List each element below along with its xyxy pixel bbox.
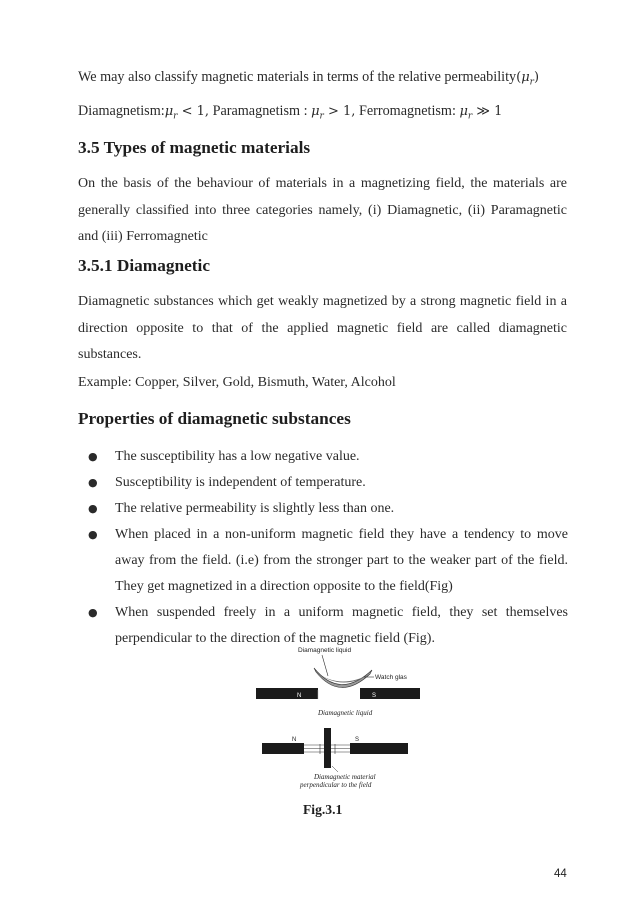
list-item-text: When suspended freely in a uniform magnetic field, they set themselves perpendicular to the direction of the magnetic field (Fig).: [115, 605, 568, 646]
diamagnetic-liquid: [316, 672, 370, 683]
north-pole-bottom: [262, 743, 304, 754]
diamagnetism-label: Diamagnetism:: [78, 103, 165, 119]
bullet-icon: ●: [88, 606, 98, 619]
classify-text: We may also classify magnetic materials in terms of the relative permeability: [78, 69, 517, 85]
list-item: [78, 444, 568, 470]
subsection-heading: 3.5.1 Diamagnetic: [78, 256, 210, 275]
bullet-icon: ●: [88, 528, 98, 541]
page-number: 44: [554, 868, 567, 880]
north-pole-label-top: N: [297, 693, 302, 699]
list-item-text: When placed in a non-uniform magnetic field they have a tendency to move away from the field. (i.e) from the stronger part to the weaker part of the field. They get magnetized in a direction opposite to the field(Fig): [115, 527, 568, 594]
rod-pointer: [332, 766, 338, 772]
bullet-icon: ●: [88, 476, 98, 489]
permeability-relations: [78, 101, 568, 127]
bullet-icon: ●: [88, 502, 98, 515]
mu-r-symbol: $\mu_r$: [521, 70, 534, 88]
bullet-icon: ●: [88, 450, 98, 463]
paren-open: (: [516, 70, 522, 85]
material-caption-line1: Diamagnetic material: [314, 773, 376, 781]
diamagnetism-symbol: $\mu_r$: [164, 104, 178, 122]
list-item-text: Susceptibility is independent of temperature.: [115, 475, 366, 490]
paramagnetism-label: Paramagnetism :: [209, 103, 312, 119]
list-item-text: The relative permeability is slightly less than one.: [115, 501, 395, 516]
list-item: [78, 470, 568, 496]
ferromagnetism-symbol: $\mu_r$: [459, 104, 473, 122]
ferromagnetism-label: Ferromagnetism:: [355, 103, 460, 119]
south-pole-top: [360, 688, 420, 699]
example-line: Example: Copper, Silver, Gold, Bismuth, Water, Alcohol: [78, 375, 396, 390]
liquid-caption: Diamagnetic liquid: [318, 709, 373, 717]
liquid-pointer: [322, 655, 328, 676]
south-pole-label-bottom: S: [355, 737, 360, 743]
section-heading: 3.5 Types of magnetic materials: [78, 138, 311, 157]
watch-glass-diagram: [256, 647, 420, 717]
rod-diagram: [262, 728, 408, 789]
definition-paragraph: Diamagnetic substances which get weakly magnetized by a strong magnetic field in a direction opposite to that of the applied magnetic field are called diamagnetic substances.: [78, 294, 567, 363]
paramagnetism-symbol: $\mu_r$: [311, 104, 324, 122]
properties-heading: Properties of diamagnetic substances: [78, 409, 351, 428]
figure-caption: Fig.3.1: [303, 802, 343, 817]
south-pole-label-top: S: [372, 693, 377, 699]
material-caption-line2: perpendicular to the field: [300, 781, 372, 789]
north-pole-top: [256, 688, 318, 699]
paramagnetism-operator: > 1,: [323, 104, 356, 119]
list-item-text: The susceptibility has a low negative value.: [115, 449, 360, 464]
paren-close: ): [533, 70, 540, 85]
list-item: [78, 496, 568, 522]
liquid-label: Diamagnetic liquid: [298, 647, 352, 654]
diamagnetic-rod: [324, 728, 331, 768]
south-pole-bottom: [350, 743, 408, 754]
properties-list: [78, 444, 568, 652]
diamagnetism-figure: [252, 640, 420, 790]
watch-glass-label: Watch glas: [375, 674, 407, 681]
north-pole-label-bottom: N: [292, 737, 297, 743]
ferromagnetism-operator: ≫ 1: [472, 104, 503, 119]
diamagnetism-operator: < 1,: [177, 104, 210, 119]
classify-sentence: [78, 67, 568, 93]
list-item: [78, 522, 568, 600]
section-paragraph: On the basis of the behaviour of materials in a magnetizing field, the materials are generally classified into three categories namely, (i) Diamagnetic, (ii) Paramagnetic and (iii) Ferromagnetic: [78, 176, 567, 245]
